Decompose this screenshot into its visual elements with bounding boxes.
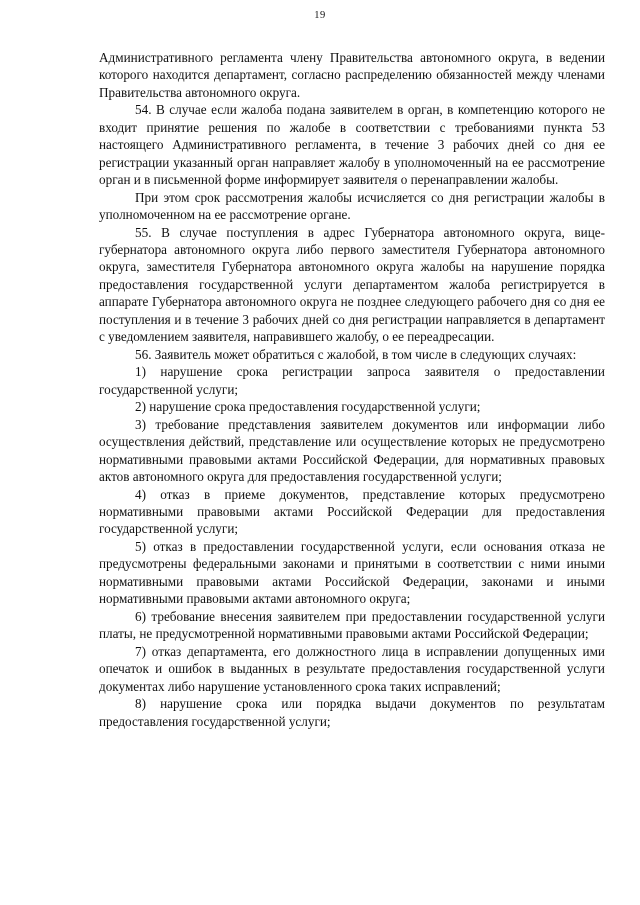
list-item-1: 1) нарушение срока регистрации запроса заявителя о предоставлении государственной услуги; xyxy=(99,364,605,397)
list-item-3: 3) требование представления заявителем документов или информации либо осуществления действий, представление или осуществление которых не предусмотрено нормативными правовыми актами Российской Федерации, для нормативных правовых актов автономного округа для предоставления государственной услуги; xyxy=(99,416,605,485)
list-item-8: 8) нарушение срока или порядка выдачи документов по результатам предоставления государственной услуги; xyxy=(99,696,605,729)
page-number: 19 xyxy=(314,10,326,21)
paragraph-54: 54. В случае если жалоба подана заявителем в орган, в компетенцию которого не входит принятие решения по жалобе в соответствии с требованиями пункта 53 настоящего Административного регламента, в течение 3 рабочих дней со дня ее регистрации указанный орган направляет жалобу в уполномоченный на ее рассмотрение орган и в письменной форме информирует заявителя о перенаправлении жалобы. xyxy=(99,102,605,188)
list-item-5: 5) отказ в предоставлении государственной услуги, если основания отказа не предусмотрены федеральными законами и принятыми в соответствии с ними иными нормативными правовыми актами Российской Федерации, законами и иными нормативными правовыми актами автономного округа; xyxy=(99,539,605,607)
document-body xyxy=(99,49,605,730)
paragraph-continuation: Административного регламента члену Правительства автономного округа, в ведении которого находится департамент, согласно распределению обязанностей между членами Правительства автономного округа. xyxy=(99,50,605,100)
list-item-6: 6) требование внесения заявителем при предоставлении государственной услуги платы, не предусмотренной нормативными правовыми актами Российской Федерации; xyxy=(99,608,605,642)
paragraph-56: 56. Заявитель может обратиться с жалобой, в том числе в следующих случаях: xyxy=(135,346,577,362)
list-item-7: 7) отказ департамента, его должностного лица в исправлении допущенных ими опечаток и ошибок в выданных в результате предоставления государственной услуги документах либо нарушение установленного срока таких исправлений; xyxy=(99,643,605,694)
list-item-2: 2) нарушение срока предоставления государственной услуги; xyxy=(135,399,481,415)
paragraph-55: 55. В случае поступления в адрес Губернатора автономного округа, вице-губернатора автономного округа либо первого заместителя Губернатора автономного округа, заместителя Губернатора автономного округа жалобы на нарушение порядка предоставления государственной услуги департаментом жалоба регистрируется в аппарате Губернатора автономного округа не позднее следующего рабочего дня со дня ее поступления и в течение 3 рабочих дней со дня регистрации направляется в департамент с уведомлением заявителя, направившего жалобу, о ее переадресации. xyxy=(99,224,605,345)
paragraph-54-term: При этом срок рассмотрения жалобы исчисляется со дня регистрации жалобы в уполномоченном на ее рассмотрение органе. xyxy=(99,189,605,223)
list-item-4: 4) отказ в приеме документов, представление которых предусмотрено нормативными правовыми актами Российской Федерации для предоставления государственной услуги; xyxy=(99,486,605,537)
